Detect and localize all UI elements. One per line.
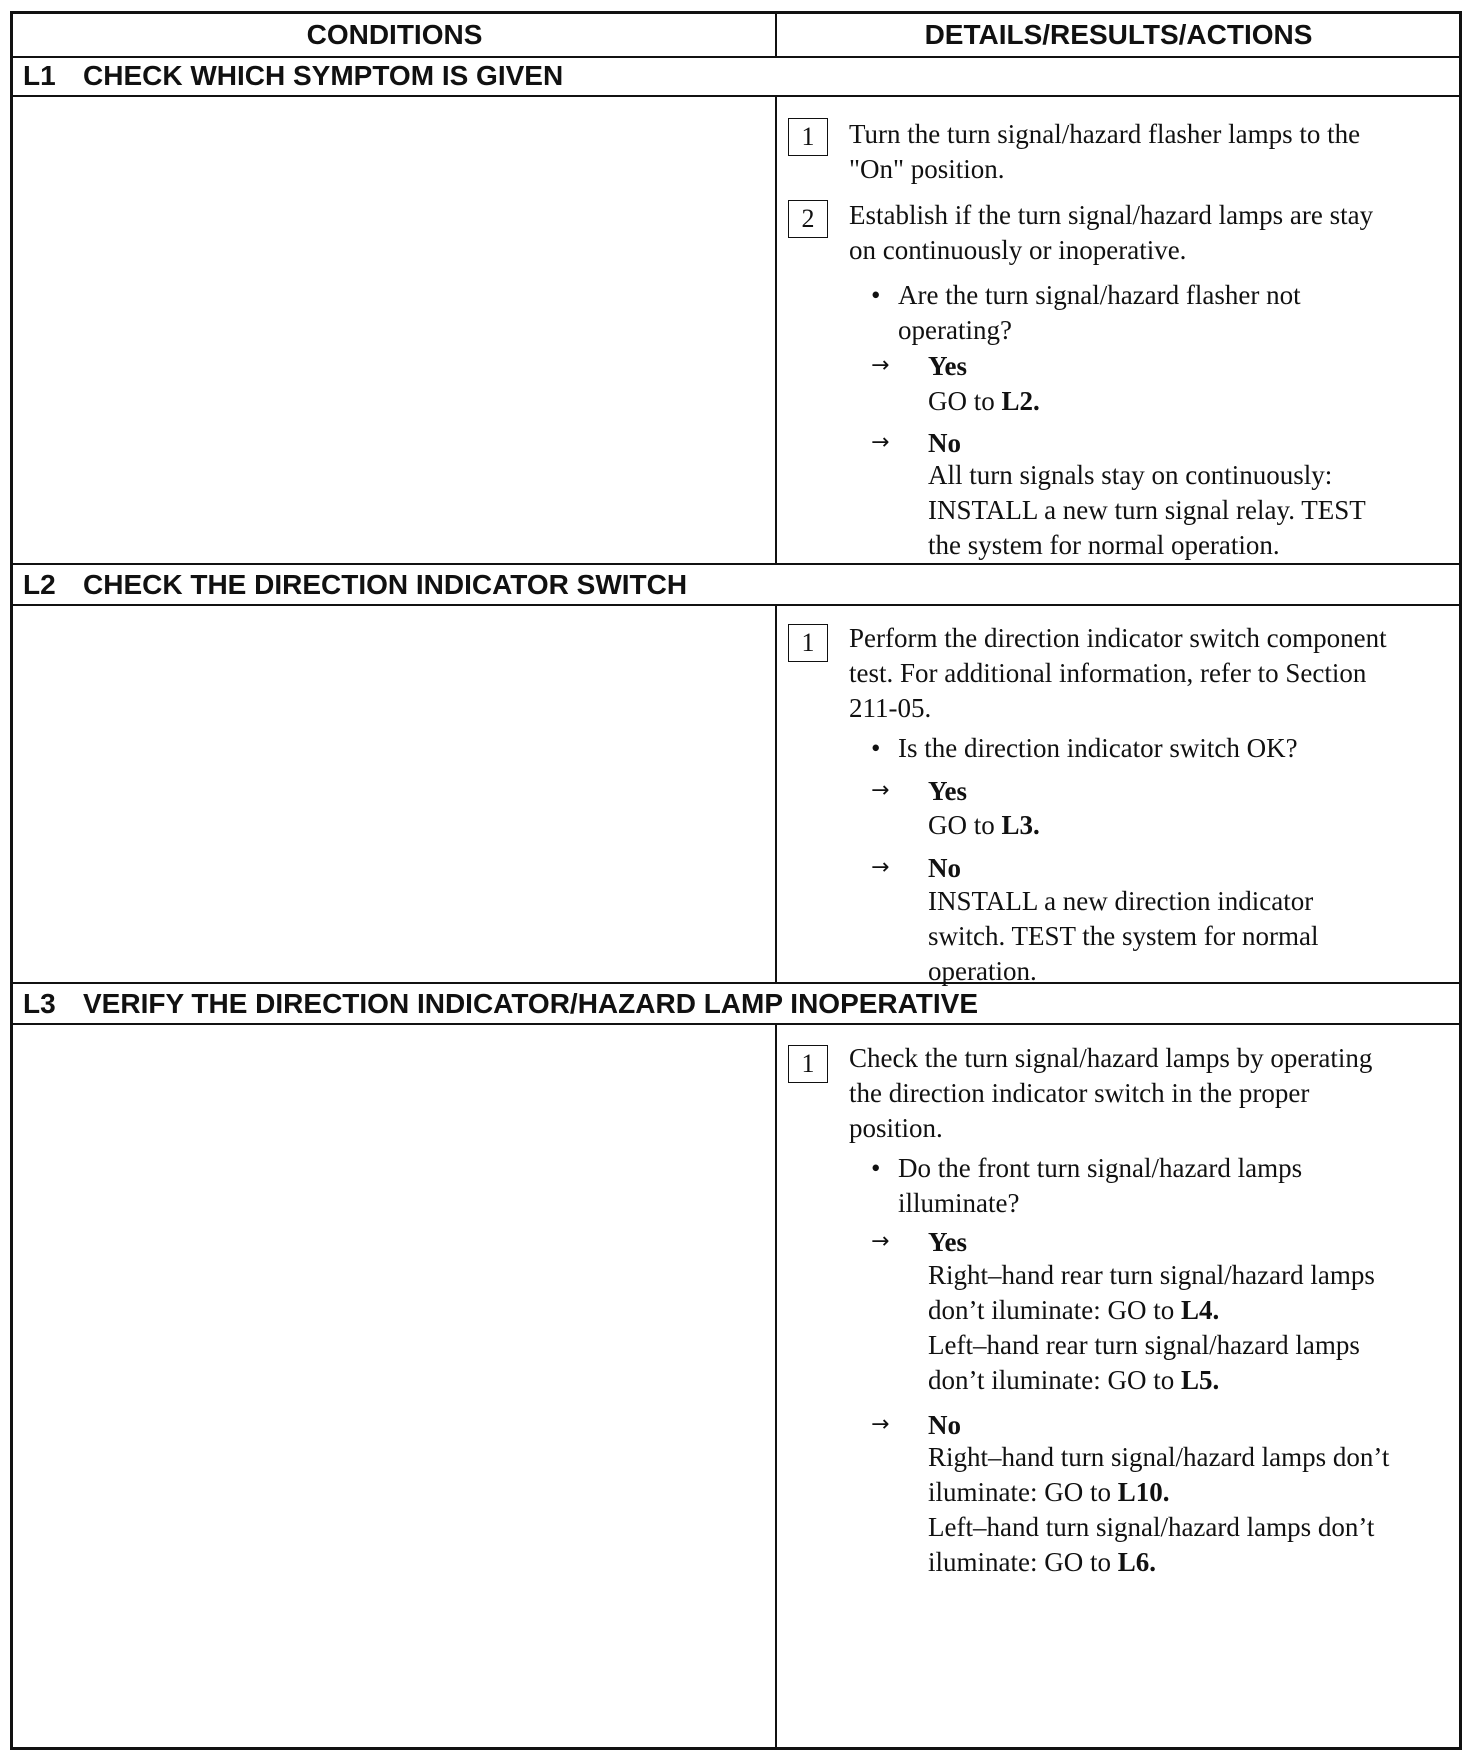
section-l3 [13, 984, 1459, 1747]
text-line: Turn the turn signal/hazard flasher lamps to the [849, 119, 1361, 149]
section-body [13, 606, 1459, 984]
text-line: Perform the direction indicator switch component [849, 623, 1387, 653]
text-line: Right–hand turn signal/hazard lamps don’t [928, 1442, 1390, 1472]
text-line: Left–hand rear turn signal/hazard lamps [928, 1330, 1360, 1360]
step-number: 2 [788, 200, 828, 238]
step-reference: L3. [1001, 810, 1040, 840]
step-number: 1 [788, 118, 828, 156]
no-action [928, 1440, 1468, 1580]
section-title: CHECK THE DIRECTION INDICATOR SWITCH [83, 569, 688, 600]
text-line: the system for normal operation. [928, 530, 1280, 560]
column-divider [775, 14, 777, 56]
text-line: 211-05. [849, 693, 932, 723]
section-id: L1 [23, 60, 56, 91]
text-line: "On" position. [849, 154, 1005, 184]
right-arrow-icon: → [871, 353, 890, 378]
text-line: Left–hand turn signal/hazard lamps don’t [928, 1512, 1375, 1542]
step-reference: L4. [1180, 1295, 1220, 1325]
text-line: All turn signals stay on continuously: [928, 460, 1333, 490]
section-l1 [13, 56, 1459, 565]
text-fragment: iluminate: GO to [928, 1477, 1118, 1507]
text-line: Right–hand rear turn signal/hazard lamps [928, 1260, 1375, 1290]
yes-action [928, 384, 1468, 419]
section-id: L3 [23, 988, 56, 1019]
text-line: INSTALL a new direction indicator [928, 886, 1314, 916]
text-line: test. For additional information, refer to Section [849, 658, 1367, 688]
right-arrow-icon: → [871, 1229, 890, 1254]
yes-label: Yes [928, 776, 967, 806]
text-line: illuminate? [898, 1188, 1020, 1218]
step-reference: L5. [1180, 1365, 1220, 1395]
bullet-question [898, 1151, 1458, 1221]
text-line: operating? [898, 315, 1012, 345]
no-label: No [928, 428, 961, 458]
text-line: Check the turn signal/hazard lamps by operating [849, 1043, 1373, 1073]
step-text [849, 198, 1459, 268]
section-heading [13, 984, 1459, 1025]
yes-label: Yes [928, 351, 967, 381]
text-line [928, 1475, 1468, 1510]
section-body [13, 1025, 1459, 1747]
step-number: 1 [788, 1045, 828, 1083]
bullet-question [898, 278, 1458, 348]
text-fragment: don’t iluminate: GO to [928, 1365, 1181, 1395]
text-line: position. [849, 1113, 943, 1143]
text-fragment: GO to [928, 386, 1002, 416]
text-line: INSTALL a new turn signal relay. TEST [928, 495, 1366, 525]
column-divider [775, 606, 777, 984]
bullet-question [898, 731, 1458, 766]
right-arrow-icon: → [871, 430, 890, 455]
section-l2 [13, 565, 1459, 984]
no-label: No [928, 853, 961, 883]
no-action [928, 884, 1468, 989]
no-label: No [928, 1410, 961, 1440]
text-fragment: don’t iluminate: GO to [928, 1295, 1181, 1325]
text-line: the direction indicator switch in the proper [849, 1078, 1310, 1108]
text-line [928, 1293, 1468, 1328]
yes-action [928, 808, 1468, 843]
section-heading [13, 56, 1459, 97]
text-line: switch. TEST the system for normal [928, 921, 1319, 951]
table-header [13, 14, 1459, 58]
section-title: VERIFY THE DIRECTION INDICATOR/HAZARD LAMP INOPERATIVE [83, 988, 979, 1019]
section-id: L2 [23, 569, 56, 600]
column-divider [775, 1025, 777, 1747]
section-heading [13, 565, 1459, 606]
text-line: Establish if the turn signal/hazard lamps are stay [849, 200, 1374, 230]
yes-label: Yes [928, 1227, 967, 1257]
text-line [928, 1363, 1468, 1398]
details-header: DETAILS/RESULTS/ACTIONS [924, 19, 1313, 50]
text-line: operation. [928, 956, 1037, 986]
right-arrow-icon: → [871, 855, 890, 880]
step-text [849, 117, 1459, 187]
step-text [849, 621, 1459, 726]
text-line: Are the turn signal/hazard flasher not [898, 280, 1301, 310]
bullet-icon: • [871, 280, 881, 310]
right-arrow-icon: → [871, 1412, 890, 1437]
step-text [849, 1041, 1459, 1146]
text-line [928, 1545, 1468, 1580]
step-reference: L6. [1117, 1547, 1156, 1577]
bullet-icon: • [871, 733, 881, 763]
no-action [928, 458, 1468, 563]
text-line: Do the front turn signal/hazard lamps [898, 1153, 1303, 1183]
yes-action [928, 1258, 1468, 1398]
text-line: Is the direction indicator switch OK? [898, 733, 1298, 763]
column-divider [775, 97, 777, 565]
bullet-icon: • [871, 1153, 881, 1183]
section-body [13, 97, 1459, 565]
diagnostic-table [10, 11, 1462, 1750]
section-title: CHECK WHICH SYMPTOM IS GIVEN [83, 60, 564, 91]
step-reference: L10. [1117, 1477, 1170, 1507]
right-arrow-icon: → [871, 778, 890, 803]
step-number: 1 [788, 624, 828, 662]
text-fragment: GO to [928, 810, 1002, 840]
step-reference: L2. [1001, 386, 1040, 416]
text-fragment: iluminate: GO to [928, 1547, 1118, 1577]
text-line: on continuously or inoperative. [849, 235, 1187, 265]
conditions-header: CONDITIONS [306, 19, 483, 50]
